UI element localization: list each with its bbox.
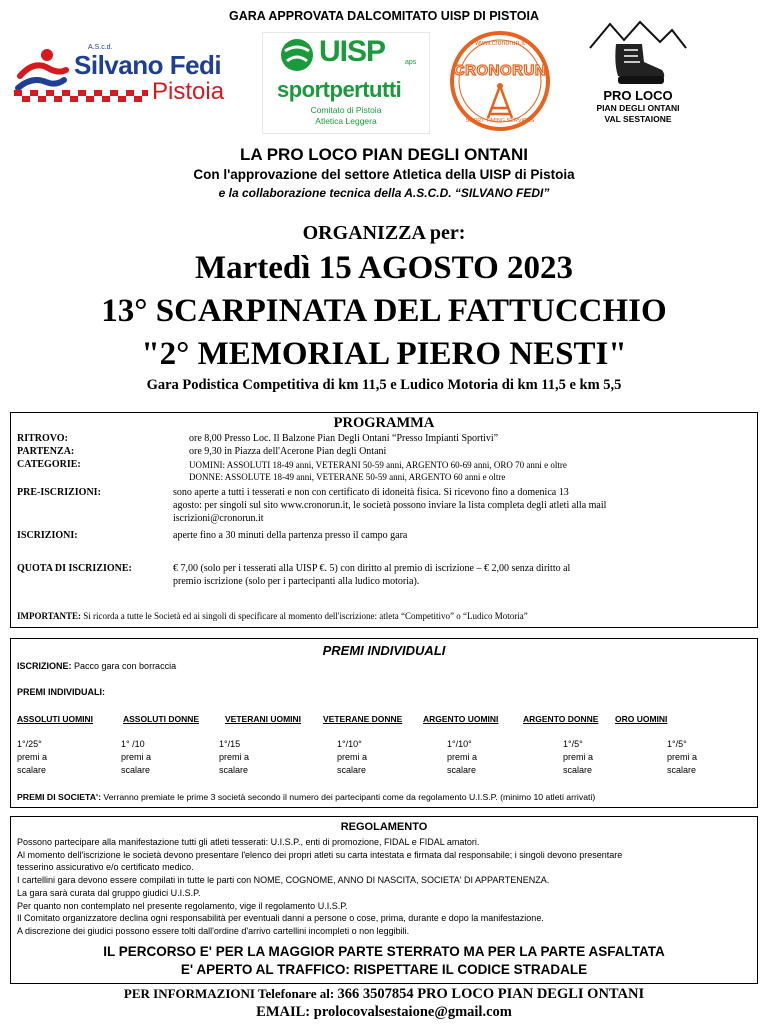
prize-range: 1°/15 [219, 739, 241, 749]
globe-icon [279, 37, 315, 73]
premi-box [10, 638, 758, 808]
antenna-icon [488, 83, 512, 118]
proloco-logo [588, 18, 688, 130]
regolamento-box [10, 816, 758, 984]
prize-range: 1°/5° [667, 739, 687, 749]
event-subtitle: Gara Podistica Competitiva di km 11,5 e Ludico Motoria di km 11,5 e km 5,5 [146, 377, 622, 393]
societa-label: PREMI DI SOCIETA': [17, 792, 101, 802]
prize-note: premi a [219, 752, 250, 762]
prize-category-name: ARGENTO UOMINI [423, 714, 499, 724]
event-date: Martedì 15 AGOSTO 2023 [195, 250, 573, 286]
prize-category-name: ARGENTO DONNE [523, 714, 599, 724]
iscrizioni-value: aperte fino a 30 minuti della partenza presso il campo gara [173, 530, 408, 541]
prize-note: scalare [219, 765, 249, 775]
iscrizione-value: Pacco gara con borraccia [71, 661, 177, 671]
prize-note: scalare [667, 765, 697, 775]
premi-individuali-label: PREMI INDIVIDUALI: [17, 687, 106, 697]
regolamento-line: I cartellini gara devono essere compilati in tutte le parti con NOME, COGNOME, ANNO DI NASCITA, SOCIETA' DI APPARTENENZA. [17, 875, 550, 886]
prize-range: 1°/5° [563, 739, 583, 749]
prize-note: premi a [447, 752, 478, 762]
preiscrizioni-line2: agosto: per singoli sul sito www.cronorun.it, le società possono inviare la lista completa degli atleti alla mail [173, 500, 607, 511]
collaboration-text: e la collaborazione tecnica della A.S.C.D. “SILVANO FEDI” [218, 186, 550, 200]
uisp-sub2: Atletica Leggera [315, 116, 377, 126]
iscrizioni-label: ISCRIZIONI: [17, 530, 78, 541]
prize-note: scalare [121, 765, 151, 775]
organizer-title: LA PRO LOCO PIAN DEGLI ONTANI [239, 145, 529, 164]
preiscrizioni-label: PRE-ISCRIZIONI: [17, 487, 101, 498]
silvano-small: A.S.c.d. [88, 44, 113, 51]
info-rest: PRO LOCO PIAN DEGLI ONTANI [413, 986, 645, 1002]
partenza-label: PARTENZA: [17, 446, 75, 457]
prize-range: 1°/25° [17, 739, 42, 749]
warning-line1: IL PERCORSO E' PER LA MAGGIOR PARTE STERRATO MA PER LA PARTE ASFALTATA [103, 944, 665, 959]
regolamento-line: La gara sarà curata dal gruppo giudici U.I.S.P. [17, 887, 201, 898]
societa-value: Verranno premiate le prime 3 società secondo il numero dei partecipanti come da regolamento U.I.S.P. (minimo 10 atleti arrivati) [100, 792, 596, 802]
prize-note: premi a [667, 752, 698, 762]
proloco-line2: PIAN DEGLI ONTANI [596, 103, 680, 113]
ritrovo-value: ore 8,00 Presso Loc. Il Balzone Pian Degli Ontani “Presso Impianti Sportivi” [189, 433, 499, 444]
proloco-line1: PRO LOCO [603, 88, 673, 103]
programma-title: PROGRAMMA [333, 415, 435, 431]
iscrizione-label: ISCRIZIONE: [17, 661, 72, 671]
silvano-city: Pistoia [152, 78, 225, 105]
proloco-line3: VAL SESTAIONE [604, 114, 672, 124]
categorie-donne: DONNE: ASSOLUTE 18-49 anni, VETERANE 50-59 anni, ARGENTO 60 anni e oltre [189, 472, 506, 482]
premi-title: PREMI INDIVIDUALI [322, 643, 446, 658]
uisp-name: UISP [319, 35, 386, 68]
prize-note: premi a [337, 752, 368, 762]
iscrizione-prize [17, 661, 176, 671]
approval-text: Con l'approvazione del settore Atletica della UISP di Pistoia [193, 167, 575, 182]
premi-societa [17, 792, 595, 802]
prize-category-name: VETERANE DONNE [323, 714, 403, 724]
mountain-boot-icon [588, 18, 688, 90]
quota-line2: premio iscrizione (solo per i partecipanti alla ludico motoria). [173, 576, 420, 587]
importante-label: IMPORTANTE: [17, 611, 82, 621]
warning-line2: E' APERTO AL TRAFFICO: RISPETTARE IL CODICE STRADALE [180, 962, 588, 977]
silvano-fedi-logo [14, 44, 248, 106]
email-label: EMAIL: [256, 1004, 314, 1020]
info-label: PER INFORMAZIONI Telefonare al: [123, 986, 338, 1001]
prize-note: scalare [447, 765, 477, 775]
regolamento-line: Al momento dell'iscrizione le società devono presentare l'elenco dei propri atleti su carta intestata e firmata dal responsabile; i singoli devono presentare [17, 849, 623, 860]
uisp-tagline: sportpertutti [277, 77, 402, 102]
regolamento-line: Possono partecipare alla manifestazione tutti gli atleti tesserati: U.I.S.P., enti di promozione, FIDAL e FIDAL amatori. [17, 837, 480, 847]
prize-note: scalare [17, 765, 47, 775]
uisp-logo [262, 32, 430, 134]
approval-line: GARA APPROVATA DALCOMITATO UISP DI PISTOIA [229, 9, 539, 23]
email-link[interactable]: prolocovalsestaione@gmail.com [313, 1004, 512, 1020]
prize-range: 1°/10° [337, 739, 362, 749]
partenza-value: ore 9,30 in Piazza dell'Acerone Pian degli Ontani [189, 446, 387, 457]
cronorun-sub: SPORT TIMING SERVICES [465, 118, 535, 124]
categorie-uomini: UOMINI: ASSOLUTI 18-49 anni, VETERANI 50-59 anni, ARGENTO 60-69 anni, ORO 70 anni e oltre [189, 460, 567, 470]
info-phone: 366 3507854 [337, 986, 414, 1002]
prize-category-name: ORO UOMINI [615, 714, 668, 724]
prize-category-name: ASSOLUTI DONNE [123, 714, 200, 724]
silvano-name: Silvano Fedi [74, 50, 222, 80]
event-title: 13° SCARPINATA DEL FATTUCCHIO [101, 293, 667, 329]
regolamento-line: Il Comitato organizzatore declina ogni responsabilità per eventuali danni a persone o cose, prima, durante e dopo la manifestazione. [17, 913, 544, 924]
prize-note: premi a [121, 752, 152, 762]
uisp-sub1: Comitato di Pistoia [310, 105, 382, 115]
preiscrizioni-email: iscrizioni@cronorun.it [173, 513, 264, 524]
regolamento-line: Per quanto non contemplato nel presente regolamento, vige il regolamento U.I.S.P. [17, 900, 348, 911]
cronorun-logo [444, 30, 556, 132]
prize-note: scalare [563, 765, 593, 775]
categorie-label: CATEGORIE: [17, 459, 81, 470]
email-line [0, 1004, 768, 1021]
ritrovo-label: RITROVO: [17, 433, 68, 444]
prize-note: premi a [17, 752, 48, 762]
quota-line1: € 7,00 (solo per i tesserati alla UISP €. 5) con diritto al premio di iscrizione – € 2,00 senza diritto al [173, 563, 571, 574]
info-line [0, 986, 768, 1003]
prize-note: premi a [563, 752, 594, 762]
cronorun-url: www.cronorun.it [475, 40, 525, 47]
prize-category-name: ASSOLUTI UOMINI [17, 714, 94, 724]
memorial-title: "2° MEMORIAL PIERO NESTI" [141, 336, 627, 372]
importante-value: Si ricorda a tutte le Società ed ai singoli di specificare al momento dell'iscrizione: atleta “Competitivo” o “Ludico Motoria” [81, 611, 528, 621]
programma-box [10, 412, 758, 628]
checkered-strip-lower [14, 96, 148, 102]
prize-range: 1° /10 [121, 739, 145, 749]
regolamento-line: A discrezione dei giudici possono essere tolti dall'ordine d'arrivo cartellini incompleti o non leggibili. [17, 925, 410, 936]
importante-note [17, 611, 528, 621]
cronorun-name: CRONORUN [453, 62, 547, 79]
uisp-aps: aps [405, 59, 417, 66]
quota-label: QUOTA DI ISCRIZIONE: [17, 563, 132, 574]
prize-note: scalare [337, 765, 367, 775]
regolamento-line: tesserino assicurativo e/o certificato medico. [17, 862, 194, 873]
prize-category-name: VETERANI UOMINI [225, 714, 302, 724]
organizza-text: ORGANIZZA per: [302, 222, 466, 244]
prize-range: 1°/10° [447, 739, 472, 749]
preiscrizioni-line1: sono aperte a tutti i tesserati e non con certificato di idoneità fisica. Si ricevono fino a domenica 13 [173, 487, 569, 498]
regolamento-title: REGOLAMENTO [340, 821, 428, 833]
